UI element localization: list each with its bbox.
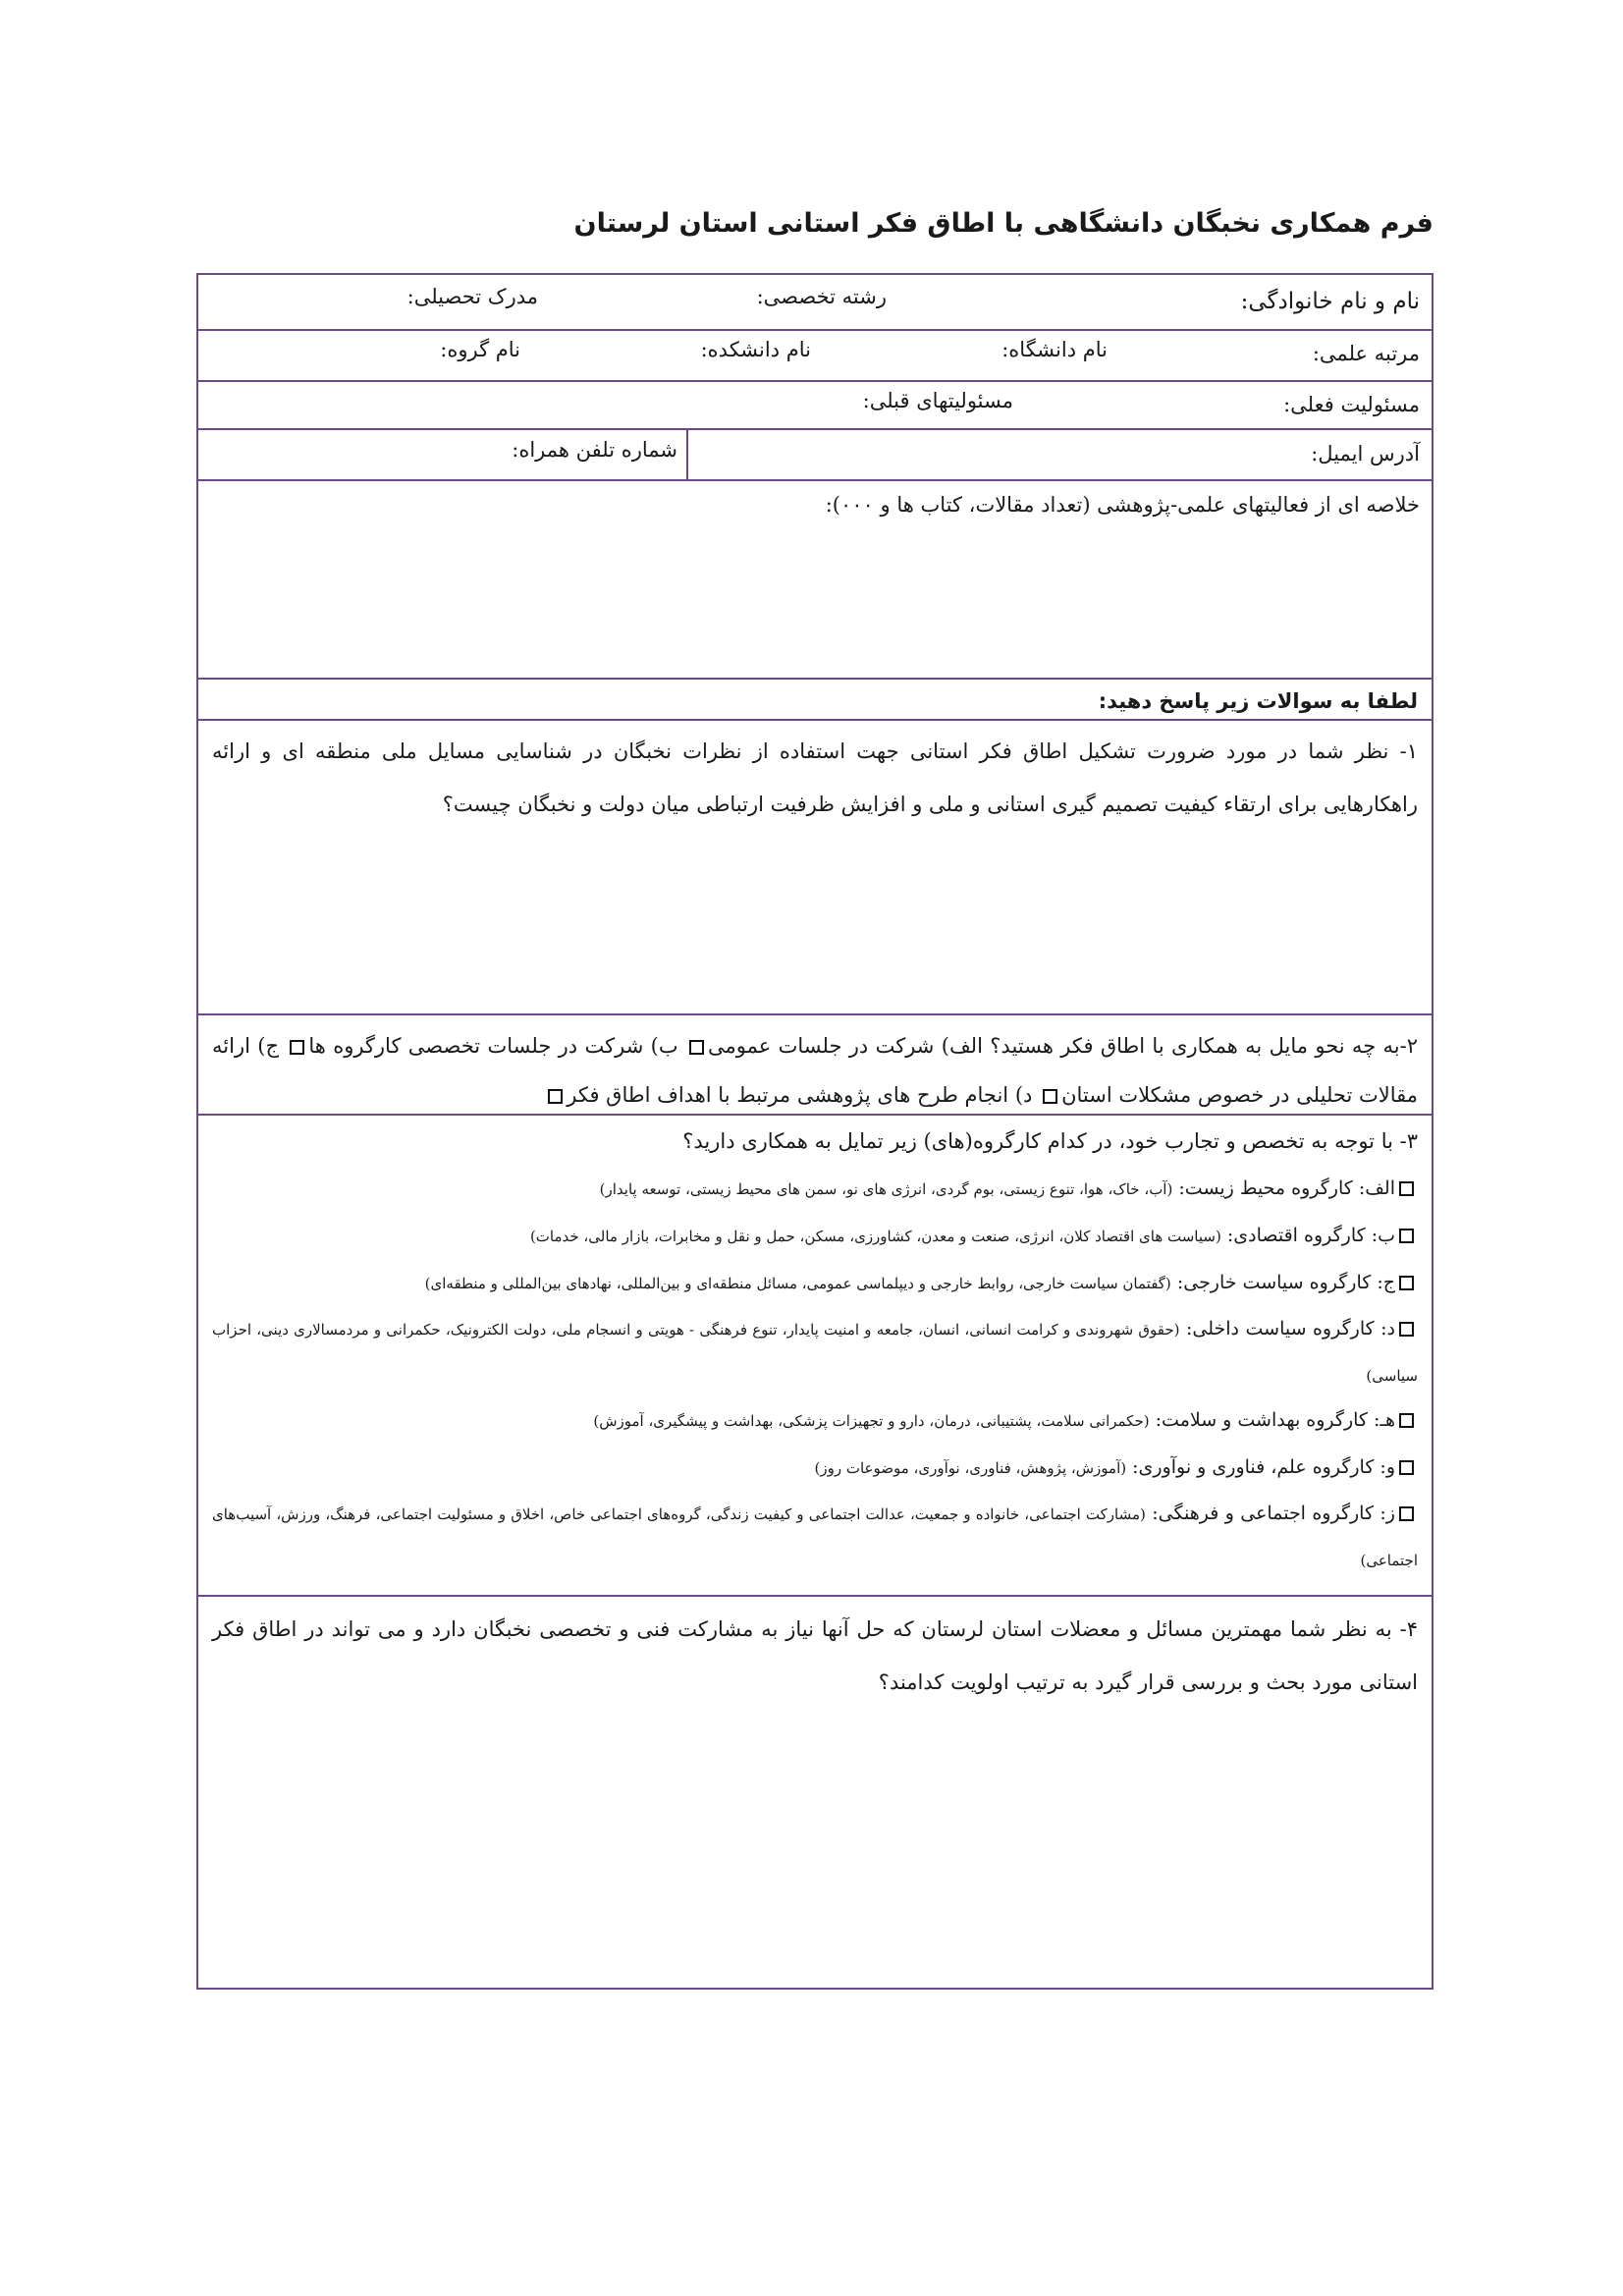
q3-checkbox-domestic-policy[interactable] bbox=[1399, 1322, 1414, 1337]
q3-option-label: د: کارگروه سیاست داخلی: bbox=[1186, 1318, 1395, 1339]
academic-rank-label: مرتبه علمی: bbox=[1312, 342, 1420, 365]
mobile-label: شماره تلفن همراه: bbox=[512, 438, 677, 462]
row-divider bbox=[198, 380, 1432, 382]
degree-label: مدرک تحصیلی: bbox=[406, 285, 538, 308]
row-divider bbox=[198, 678, 1432, 680]
full-name-label: نام و نام خانوادگی: bbox=[1240, 289, 1420, 314]
q3-option-detail: (آموزش، پژوهش، فناوری، نوآوری، موضوعات روز) bbox=[814, 1459, 1127, 1477]
current-position-label: مسئولیت فعلی: bbox=[1283, 393, 1420, 416]
q3-option-label: ب: کارگروه اقتصادی: bbox=[1226, 1225, 1395, 1246]
faculty-label: نام دانشکده: bbox=[700, 338, 811, 361]
question-2-text: ۲-به چه نحو مایل به همکاری با اطاق فکر هستید؟ bbox=[990, 1034, 1419, 1058]
form-frame bbox=[196, 273, 1434, 1990]
q2-checkbox-a[interactable] bbox=[689, 1040, 704, 1055]
q3-option-detail: (حقوق شهروندی و کرامت انسانی، انسان، جامعه و امنیت پایدار، تنوع فرهنگی - هویتی و انسجام ملی، دولت الکترونیک، حکمرانی و مردمسالاری دینی، احزاب سیاسی) bbox=[212, 1321, 1418, 1385]
q3-option-detail: (مشارکت اجتماعی، خانواده و جمعیت، عدالت اجتماعی و کیفیت زندگی، گروه‌های اجتماعی خاص، اخلاق و مسئولیت اجتماعی، فرهنگ، ورزش، آسیب‌های اجتماعی) bbox=[212, 1505, 1418, 1569]
question-4: ۴- به نظر شما مهمترین مسائل و معضلات استان لرستان که حل آنها نیاز به مشارکت فنی و تخصصی نخبگان دارد و می تواند در اطاق فکر استانی مورد بحث و بررسی قرار گیرد به ترتیب اولویت کدامند؟ bbox=[212, 1617, 1418, 1694]
row-divider bbox=[198, 329, 1432, 331]
q3-option-science bbox=[212, 1444, 1418, 1492]
q3-option-detail: (گفتمان سیاست خارجی، روابط خارجی و دیپلماسی عمومی، مسائل منطقه‌ای و بین‌المللی، نهادهای بین‌المللی و منطقه‌ای) bbox=[424, 1275, 1171, 1292]
q3-option-label: و: کارگروه علم، فناوری و نوآوری: bbox=[1132, 1456, 1395, 1478]
q3-checkbox-environment[interactable] bbox=[1399, 1181, 1414, 1196]
q3-option-health bbox=[212, 1396, 1418, 1445]
q3-option-detail: (آب، خاک، هوا، تنوع زیستی، بوم گردی، انرژی های نو، سمن های محیط زیستی، توسعه پایدار) bbox=[599, 1180, 1173, 1198]
previous-positions-label: مسئولیتهای قبلی: bbox=[862, 389, 1013, 412]
q3-option-label: هـ: کارگروه بهداشت و سلامت: bbox=[1155, 1409, 1395, 1431]
q3-checkbox-economic[interactable] bbox=[1399, 1229, 1414, 1243]
column-divider bbox=[686, 428, 688, 479]
q3-option-detail: (حکمرانی سلامت، پشتیبانی، درمان، دارو و تجهیزات پزشکی، بهداشت و پیشگیری، آموزش) bbox=[593, 1412, 1150, 1430]
row-divider bbox=[198, 479, 1432, 481]
q3-option-environment bbox=[212, 1165, 1418, 1213]
form-title: فرم همکاری نخبگان دانشگاهی با اطاق فکر استانی استان لرستان bbox=[573, 208, 1434, 239]
q2-option-b: ب) شرکت در جلسات تخصصی کارگروه ها bbox=[308, 1034, 678, 1058]
activities-label: خلاصه ای از فعالیتهای علمی-پژوهشی (تعداد مقالات، کتاب ها و ۰۰۰): bbox=[825, 493, 1420, 517]
q3-option-domestic-policy bbox=[212, 1306, 1418, 1398]
q2-option-c: ج) ارائه مقالات تحلیلی در خصوص مشکلات استان bbox=[212, 1034, 1418, 1107]
q3-option-economic bbox=[212, 1212, 1418, 1260]
major-label: رشته تخصصی: bbox=[756, 285, 887, 308]
q3-checkbox-health[interactable] bbox=[1399, 1413, 1414, 1428]
department-label: نام گروه: bbox=[440, 338, 520, 361]
university-label: نام دانشگاه: bbox=[1001, 338, 1108, 361]
q3-option-label: الف: کارگروه محیط زیست: bbox=[1178, 1177, 1395, 1199]
q3-option-social-cultural bbox=[212, 1491, 1418, 1583]
q3-option-label: ز: کارگروه اجتماعی و فرهنگی: bbox=[1152, 1503, 1395, 1524]
questions-header: لطفا به سوالات زیر پاسخ دهید: bbox=[1098, 689, 1418, 713]
row-divider bbox=[198, 1013, 1432, 1015]
email-label: آدرس ایمیل: bbox=[1311, 442, 1420, 465]
question-1: ۱- نظر شما در مورد ضرورت تشکیل اطاق فکر استانی جهت استفاده از نظرات نخبگان در شناسایی مسایل ملی منطقه ای و ارائه راهکارهایی برای ارتقاء کیفیت تصمیم گیری استانی و ملی و افزایش ظرفیت ارتباطی میان دولت و نخبگان چیست؟ bbox=[212, 739, 1418, 816]
q3-checkbox-social-cultural[interactable] bbox=[1399, 1506, 1414, 1521]
q2-checkbox-b[interactable] bbox=[290, 1040, 304, 1055]
q3-option-label: ج: کارگروه سیاست خارجی: bbox=[1176, 1272, 1395, 1293]
question-2 bbox=[212, 1021, 1418, 1120]
q2-checkbox-c[interactable] bbox=[1043, 1089, 1057, 1104]
q2-option-d: د) انجام طرح های پژوهشی مرتبط با اهداف اطاق فکر bbox=[567, 1083, 1033, 1107]
q3-checkbox-science[interactable] bbox=[1399, 1460, 1414, 1475]
q3-checkbox-foreign-policy[interactable] bbox=[1399, 1276, 1414, 1290]
q3-option-detail: (سیاست های اقتصاد کلان، انرژی، صنعت و معدن، کشاورزی، مسکن، حمل و نقل و مخابرات، بازار مالی، خدمات) bbox=[529, 1228, 1221, 1245]
row-divider bbox=[198, 428, 1432, 430]
q2-checkbox-d[interactable] bbox=[548, 1089, 563, 1104]
q2-option-a: الف) شرکت در جلسات عمومی bbox=[707, 1034, 983, 1058]
row-divider bbox=[198, 1595, 1432, 1597]
question-3: ۳- با توجه به تخصص و تجارب خود، در کدام کارگروه(های) زیر تمایل به همکاری دارید؟ bbox=[682, 1129, 1418, 1153]
q3-option-foreign-policy bbox=[212, 1259, 1418, 1307]
